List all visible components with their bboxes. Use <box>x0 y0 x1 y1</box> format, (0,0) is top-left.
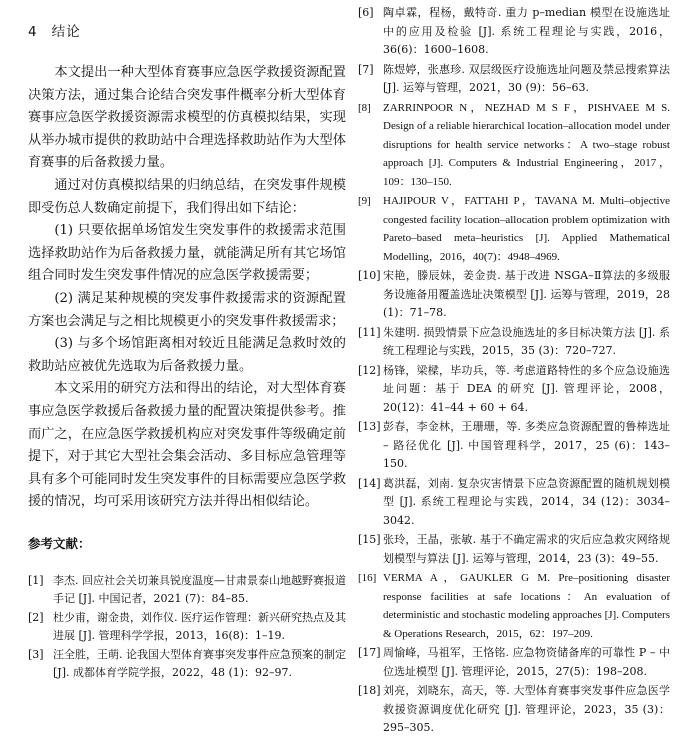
reference-item <box>358 531 670 568</box>
reference-text: ZARRINPOOR N，NEZHAD M S F，PISHVAEE M S. Design of a reliable hierarchical location–allocation model under disruptions for health service networks：A two–stage robust approach [J]. Computers & Industrial Engineering，2017，109：130–150. <box>383 101 670 188</box>
reference-item <box>358 267 670 323</box>
reference-number: [8] <box>358 101 371 114</box>
reference-item <box>358 192 670 266</box>
conclusion-paragraph: 本文采用的研究方法和得出的结论，对大型体育赛事应急医学救援后备救援力量的配置决策提供参考。推而广之，在应急医学救援机构应对突发事件等级确定前提下，对于其它大型社会集会活动、多目标应急管理等具有多个可能同时发生突发事件的目标需要应急医学救援的情况，均可采用该研究方法并得出相似结论。 <box>28 381 346 510</box>
reference-item <box>358 99 670 192</box>
reference-item <box>358 644 670 681</box>
reference-item <box>358 569 670 643</box>
reference-text: 周愉峰，马祖军，王恪铭. 应急物资储备库的可靠性 P – 中位选址模型 [J]. 管理评论，2015，27(5)：198–208. <box>383 646 670 678</box>
reference-text: 刘亮，刘晓东，高天，等. 大型体育赛事突发事件应急医学救援资源调度优化研究 [J]. 管理评论，2023，35 (3)：295–305. <box>383 684 670 734</box>
reference-number: [6] <box>358 6 374 19</box>
reference-item <box>358 418 670 474</box>
reference-number: [14] <box>358 476 381 490</box>
section-number: 4 <box>28 24 38 40</box>
reference-text: 宋艳，滕辰妹，姜金贵. 基于改进 NSGA–Ⅱ算法的多级服务设施备用覆盖选址决策模型 [J]. 运筹与管理，2019，28 (1)：71–78. <box>383 269 670 319</box>
reference-number: [11] <box>358 325 381 339</box>
conclusion-item: (3) 与多个场馆距离相对较近且能满足急救时效的救助站应被优先选取为后备救援力量。 <box>28 336 346 374</box>
reference-item <box>358 324 670 361</box>
reference-text: 杜少甫，谢金贵，刘作仪. 医疗运作管理：新兴研究热点及其进展 [J]. 管理科学学报，2013，16(8)：1–19. <box>53 610 346 643</box>
section-title: 结论 <box>51 24 81 40</box>
reference-text: 汪全胜，王萌. 论我国大型体育赛事突发事件应急预案的制定 [J]. 成都体育学院学报，2022，48 (1)：92–97. <box>53 647 346 680</box>
reference-item <box>358 682 670 738</box>
reference-number: [12] <box>358 363 381 377</box>
reference-number: [2] <box>28 610 44 624</box>
reference-number: [13] <box>358 420 381 433</box>
conclusion-paragraph: 本文提出一种大型体育赛事应急医学救援资源配置决策方法，通过集合论结合突发事件概率分析大型体育赛事应急医学救援资源需求模型的仿真模拟结果，实现从举办城市提供的救助站中合理选择救助站作为大型体育赛事的后备救援力量。 <box>28 65 346 171</box>
reference-number: [1] <box>28 573 44 587</box>
reference-text: 葛洪磊，刘南. 复杂灾害情景下应急资源配置的随机规划模型 [J]. 系统工程理论与实践，2014，34 (12)：3034–3042. <box>383 476 670 527</box>
conclusion-paragraph: 通过对仿真模拟结果的归纳总结，在突发事件规模即受伤总人数确定前提下，我们得出如下结论： <box>28 177 346 216</box>
left-column <box>28 18 346 683</box>
reference-text: HAJIPOUR V，FATTAHI P，TAVANA M. Multi–objective congested facility location–allocation problem optimization with Pareto–based meta–heuristics [J]. Applied Mathematical Modelling，2016，40(7)：4948–4969. <box>383 195 670 263</box>
reference-number: [10] <box>358 269 381 282</box>
reference-text: 张玲，王晶，张敏. 基于不确定需求的灾后应急救灾网络规划模型与算法 [J]. 运筹与管理，2014，23 (3)：49–55. <box>383 533 670 565</box>
reference-item <box>358 61 670 98</box>
reference-number: [3] <box>28 647 44 661</box>
conclusion-item: (2) 满足某种规模的突发事件救援需求的资源配置方案也会满足与之相比规模更小的突发事件救援需求； <box>28 290 346 329</box>
reference-number: [16] <box>358 572 377 584</box>
reference-text: 陈煜婷，张惠珍. 双层级医疗设施选址问题及禁忌搜索算法 [J]. 运筹与管理，2021，30 (9)：56–63. <box>383 62 670 94</box>
reference-item <box>28 609 346 646</box>
reference-number: [15] <box>358 533 381 546</box>
reference-number: [17] <box>358 646 381 659</box>
conclusion-item: (1) 只要依据单场馆发生突发事件的救援需求范围选择救助站作为后备救援力量，就能满足所有其它场馆组合同时发生突发事件情况的应急医学救援需要； <box>28 223 346 284</box>
reference-number: [18] <box>358 684 381 697</box>
reference-item <box>28 646 346 683</box>
right-column <box>358 4 670 739</box>
reference-text: 李杰. 回应社会关切兼具锐度温度—甘肃景泰山地越野赛报道手记 [J]. 中国记者，2021 (7)：84–85. <box>53 573 346 606</box>
reference-text: 陶卓霖，程杨，戴特奇. 重力 p–median 模型在设施选址中的应用及检验 [J]. 系统工程理论与实践，2016，36(6)：1600–1608. <box>383 6 670 56</box>
reference-text: VERMA A，GAUKLER G M. Pre–positioning disaster response facilities at safe locations：An evaluation of deterministic and stochastic modeling approaches [J]. Computers & Operations Research，2015，62：197–209. <box>383 572 670 640</box>
reference-number: [7] <box>358 62 374 76</box>
reference-item <box>28 572 346 609</box>
reference-item <box>358 4 670 60</box>
reference-text: 杨锋，梁樑，毕功兵，等. 考虑道路特性的多个应急设施选址问题：基于 DEA 的研究 [J]. 管理评论，2008，20(12)：41–44 + 60 + 64. <box>383 363 670 414</box>
section-heading <box>28 20 346 40</box>
reference-text: 彭春，李金林，王珊珊，等. 多类应急资源配置的鲁棒选址 – 路径优化 [J]. 中国管理科学，2017，25 (6)：143–150. <box>383 420 670 470</box>
reference-text: 朱建明. 损毁情景下应急设施选址的多目标决策方法 [J]. 系统工程理论与实践，2015，35 (3)：720–727. <box>383 325 670 357</box>
reference-item <box>358 362 670 418</box>
reference-number: [9] <box>358 195 371 207</box>
reference-item <box>358 475 670 531</box>
references-heading: 参考文献： <box>28 535 91 551</box>
